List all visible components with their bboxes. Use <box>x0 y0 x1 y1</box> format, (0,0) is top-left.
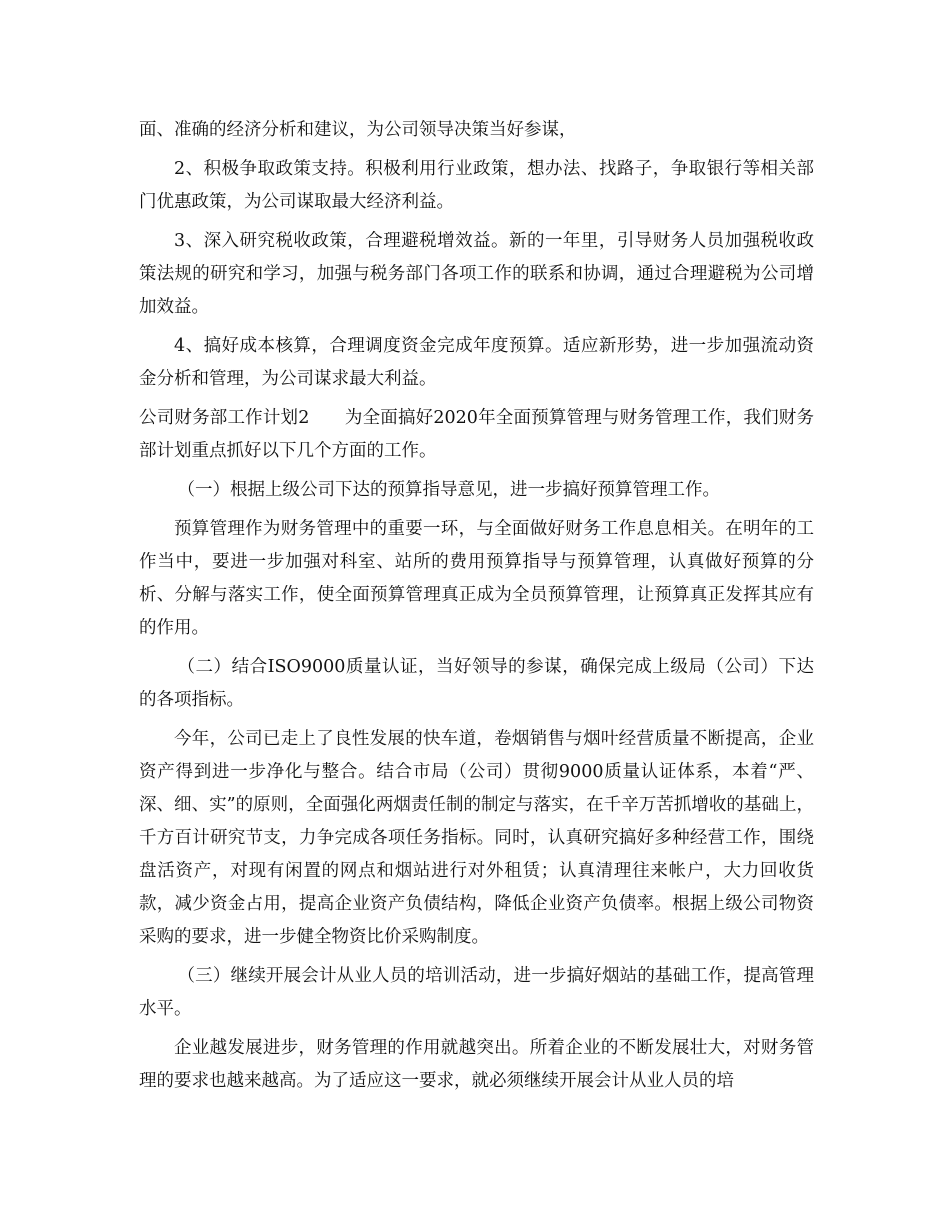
paragraph-continuation: 面、准确的经济分析和建议，为公司领导决策当好参谋， <box>139 120 577 140</box>
paragraph-item-2: 2、积极争取政策支持。积极利用行业政策，想办法、找路子，争取银行等相关部门优惠政策，为公司谋取最大经济利益。 <box>139 159 814 212</box>
paragraph-training: 企业越发展进步，财务管理的作用就越突出。所着企业的不断发展壮大，对财务管理的要求也越来越高。为了适应这一要求，就必须继续开展会计从业人员的培 <box>139 1038 814 1091</box>
document-body <box>139 114 814 1104</box>
paragraph-budget-management: 预算管理作为财务管理中的重要一环，与全面做好财务工作息息相关。在明年的工作当中，要进一步加强对科室、站所的费用预算指导与预算管理，认真做好预算的分析、分解与落实工作，使全面预算管理真正成为全员预算管理，让预算真正发挥其应有的作用。 <box>139 519 814 638</box>
section-heading-2: （二）结合ISO9000质量认证，当好领导的参谋，确保完成上级局（公司）下达的各项指标。 <box>139 657 814 710</box>
section-heading-1: （一）根据上级公司下达的预算指导意见，进一步搞好预算管理工作。 <box>177 480 720 500</box>
paragraph-item-3: 3、深入研究税收政策，合理避税增效益。新的一年里，引导财务人员加强税收政策法规的研究和学习，加强与税务部门各项工作的联系和协调，通过合理避税为公司增加效益。 <box>139 231 814 317</box>
paragraph-plan-2-intro: 公司财务部工作计划2 为全面搞好2020年全面预算管理与财务管理工作，我们财务部计划重点抓好以下几个方面的工作。 <box>139 408 814 461</box>
section-heading-3: （三）继续开展会计从业人员的培训活动，进一步搞好烟站的基础工作，提高管理水平。 <box>139 966 814 1019</box>
paragraph-quality-certification: 今年，公司已走上了良性发展的快车道，卷烟销售与烟叶经营质量不断提高，企业资产得到进一步净化与整合。结合市局（公司）贯彻9000质量认证体系，本着“严、深、细、实”的原则，全面强化两烟责任制的制定与落实，在千辛万苦抓增收的基础上，千方百计研究节支，力争完成各项任务指标。同时，认真研究搞好多种经营工作，围绕盘活资产，对现有闲置的网点和烟站进行对外租赁；认真清理往来帐户，大力回收货款，减少资金占用，提高企业资产负债结构，降低企业资产负债率。根据上级公司物资采购的要求，进一步健全物资比价采购制度。 <box>139 729 814 947</box>
paragraph-item-4: 4、搞好成本核算，合理调度资金完成年度预算。适应新形势，进一步加强流动资金分析和管理，为公司谋求最大利益。 <box>139 336 814 389</box>
